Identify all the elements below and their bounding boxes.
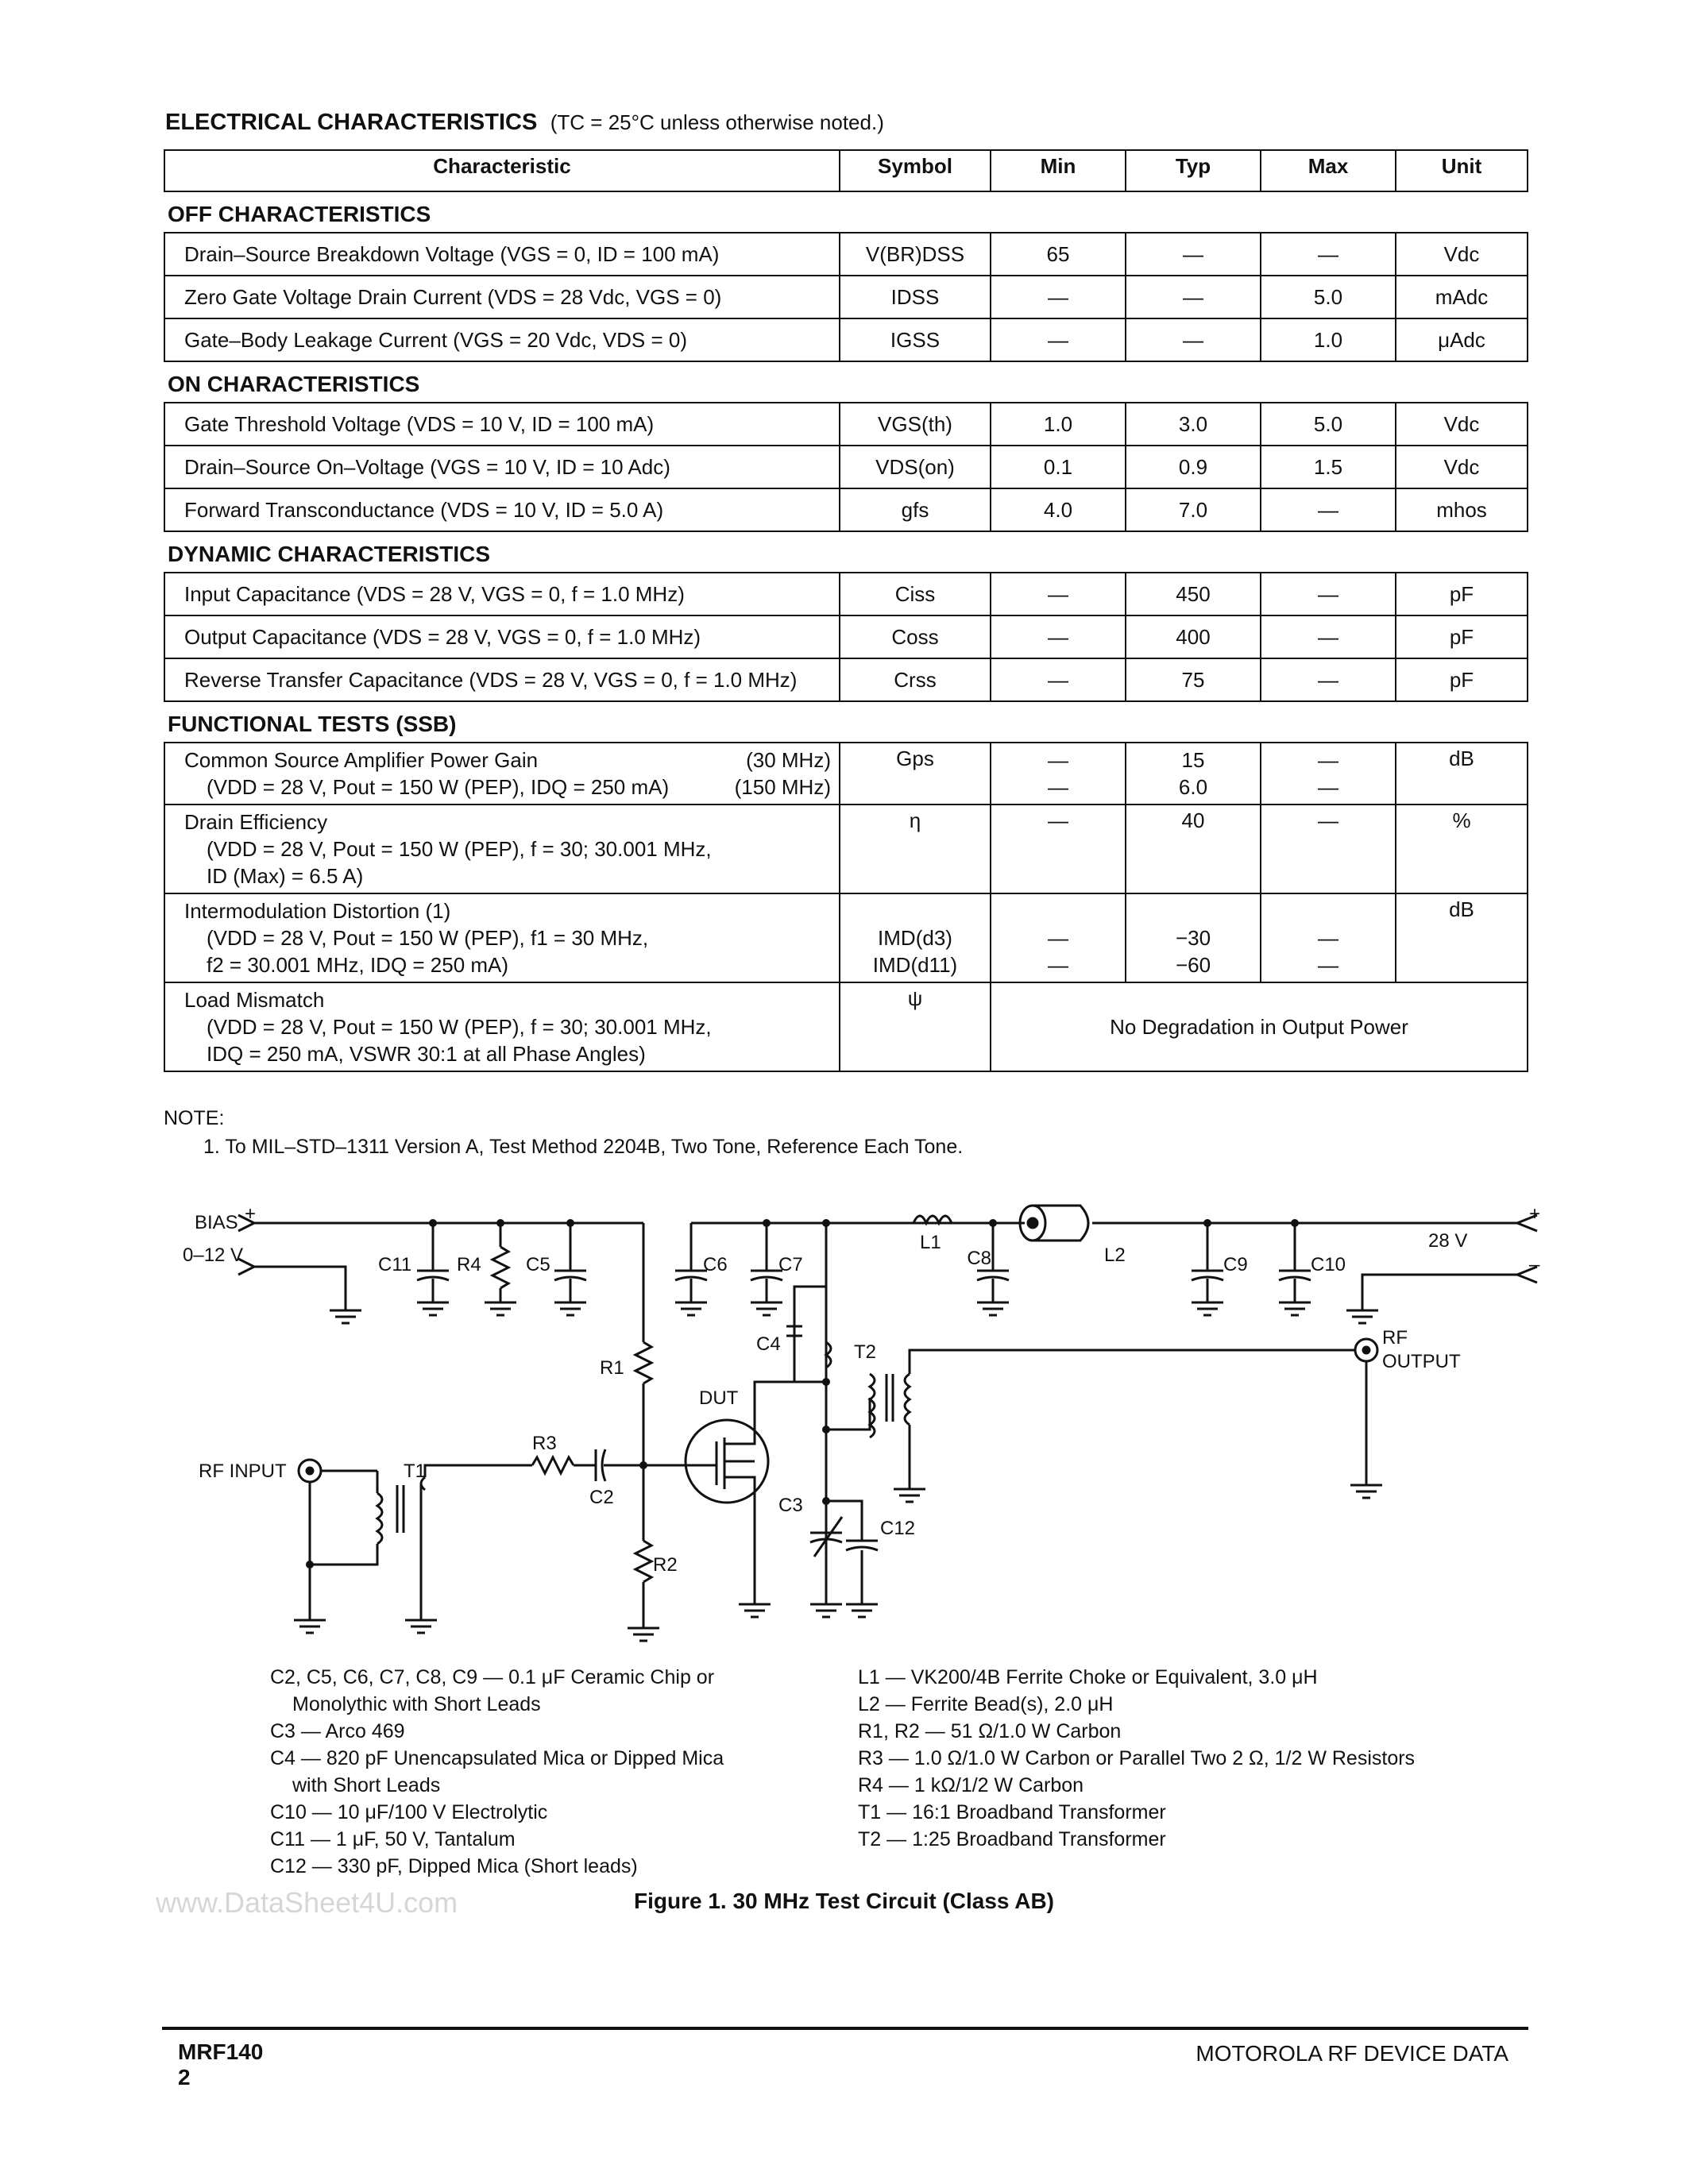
cell-typ: — <box>1126 318 1261 361</box>
section-off: OFF CHARACTERISTICS <box>168 202 431 226</box>
table-row <box>164 805 1528 893</box>
list-item: L2 — Ferrite Bead(s), 2.0 μH <box>858 1693 1114 1715</box>
table-row <box>164 488 1528 531</box>
cell-characteristic: Drain–Source On–Voltage (VGS = 10 V, ID = 10 Adc) <box>164 446 840 488</box>
cell-typ: 75 <box>1126 658 1261 701</box>
table-row <box>164 615 1528 658</box>
cell-min: — — <box>991 893 1126 982</box>
svg-text:C10: C10 <box>1311 1254 1346 1275</box>
table-row <box>164 318 1528 361</box>
table-row <box>164 658 1528 701</box>
section-functional: FUNCTIONAL TESTS (SSB) <box>168 712 457 736</box>
cell-unit: pF <box>1396 615 1528 658</box>
cell-symbol: IMD(d3) IMD(d11) <box>840 893 991 982</box>
watermark: www.DataSheet4U.com <box>156 1886 458 1919</box>
list-item: C10 — 10 μF/100 V Electrolytic <box>270 1801 548 1823</box>
cell-min: 1.0 <box>991 403 1126 446</box>
svg-text:C12: C12 <box>880 1518 916 1539</box>
cell-characteristic: Zero Gate Voltage Drain Current (VDS = 28 Vdc, VGS = 0) <box>164 276 840 318</box>
cell-max: — <box>1261 488 1396 531</box>
cell-typ: 15 6.0 <box>1126 743 1261 805</box>
cell-unit: Vdc <box>1396 446 1528 488</box>
svg-text:C5: C5 <box>526 1254 550 1275</box>
cell-unit: dB <box>1396 743 1528 805</box>
cell-typ: 3.0 <box>1126 403 1261 446</box>
cell-max: — <box>1261 233 1396 276</box>
cell-symbol: VGS(th) <box>840 403 991 446</box>
cell-symbol: V(BR)DSS <box>840 233 991 276</box>
cell-max: 1.5 <box>1261 446 1396 488</box>
cell-min: — <box>991 805 1126 893</box>
svg-text:T1: T1 <box>404 1461 427 1482</box>
cell-characteristic: Reverse Transfer Capacitance (VDS = 28 V, VGS = 0, f = 1.0 MHz) <box>164 658 840 701</box>
cell-symbol: Gps <box>840 743 991 805</box>
svg-text:+: + <box>1529 1203 1541 1225</box>
cell-min: — <box>991 276 1126 318</box>
cell-characteristic: Forward Transconductance (VDS = 10 V, ID = 5.0 A) <box>164 488 840 531</box>
table-row <box>164 233 1528 276</box>
cell-typ: 400 <box>1126 615 1261 658</box>
col-typ: Typ <box>1126 150 1261 191</box>
cell-symbol: Crss <box>840 658 991 701</box>
table-row <box>164 446 1528 488</box>
gain-freq-1: (30 MHz) <box>746 748 831 772</box>
col-min: Min <box>991 150 1126 191</box>
svg-text:L1: L1 <box>920 1232 941 1253</box>
section-title: ELECTRICAL CHARACTERISTICS <box>165 110 538 135</box>
cell-symbol: Ciss <box>840 573 991 615</box>
cell-characteristic: Gate Threshold Voltage (VDS = 10 V, ID = 100 mA) <box>164 403 840 446</box>
svg-text:C4: C4 <box>756 1333 781 1355</box>
cell-typ: — <box>1126 276 1261 318</box>
svg-text:–: – <box>1529 1254 1540 1275</box>
table-row <box>164 893 1528 982</box>
list-item: R1, R2 — 51 Ω/1.0 W Carbon <box>858 1720 1122 1742</box>
electrical-characteristics-table <box>164 149 1528 1072</box>
cell-max: — — <box>1261 893 1396 982</box>
cell-typ: 40 <box>1126 805 1261 893</box>
svg-text:T2: T2 <box>854 1341 877 1363</box>
cell-max: — <box>1261 573 1396 615</box>
list-item: T2 — 1:25 Broadband Transformer <box>858 1828 1166 1850</box>
parts-list-right <box>858 1664 1509 1853</box>
svg-text:C2: C2 <box>589 1487 614 1508</box>
section-on: ON CHARACTERISTICS <box>168 372 420 396</box>
figure-caption: Figure 1. 30 MHz Test Circuit (Class AB) <box>634 1889 1054 1913</box>
gain-title: Common Source Amplifier Power Gain <box>184 748 539 772</box>
page-heading <box>165 110 1532 141</box>
list-item: R3 — 1.0 Ω/1.0 W Carbon or Parallel Two 2 Ω, 1/2 W Resistors <box>858 1747 1416 1769</box>
table-row <box>164 982 1528 1071</box>
cell-min: — — <box>991 743 1126 805</box>
cell-typ: 7.0 <box>1126 488 1261 531</box>
condition-note: (TC = 25°C unless otherwise noted.) <box>550 110 884 134</box>
svg-text:C11: C11 <box>378 1254 412 1275</box>
cell-min: — <box>991 318 1126 361</box>
cell-symbol: IGSS <box>840 318 991 361</box>
cell-max: — — <box>1261 743 1396 805</box>
cell-typ: −30 −60 <box>1126 893 1261 982</box>
cell-unit: mAdc <box>1396 276 1528 318</box>
cell-unit: Vdc <box>1396 233 1528 276</box>
svg-text:R4: R4 <box>457 1254 481 1275</box>
gain-condition: (VDD = 28 V, Pout = 150 W (PEP), IDQ = 250 mA) <box>207 775 670 799</box>
cell-min: — <box>991 615 1126 658</box>
svg-text:C7: C7 <box>778 1254 803 1275</box>
table-row <box>164 573 1528 615</box>
list-item: C11 — 1 μF, 50 V, Tantalum <box>270 1828 516 1850</box>
svg-text:L2: L2 <box>1104 1244 1126 1266</box>
list-item: C2, C5, C6, C7, C8, C9 — 0.1 μF Ceramic Chip or Monolythic with Short Leads <box>270 1666 715 1715</box>
cell-unit: pF <box>1396 573 1528 615</box>
part-number: MRF140 <box>178 2039 264 2064</box>
table-row <box>164 743 1528 805</box>
cell-symbol: VDS(on) <box>840 446 991 488</box>
cell-min: 4.0 <box>991 488 1126 531</box>
svg-text:OUTPUT: OUTPUT <box>1382 1351 1461 1372</box>
col-unit: Unit <box>1396 150 1528 191</box>
parts-list-left <box>270 1664 858 1880</box>
cell-characteristic: Drain–Source Breakdown Voltage (VGS = 0, ID = 100 mA) <box>164 233 840 276</box>
cell-max: 5.0 <box>1261 276 1396 318</box>
footer-part-number <box>178 2039 263 2090</box>
list-item: R4 — 1 kΩ/1/2 W Carbon <box>858 1774 1084 1796</box>
cell-max: — <box>1261 615 1396 658</box>
svg-text:R3: R3 <box>532 1433 557 1454</box>
cell-characteristic: Output Capacitance (VDS = 28 V, VGS = 0, f = 1.0 MHz) <box>164 615 840 658</box>
svg-text:R2: R2 <box>653 1554 678 1576</box>
label-bias-range: 0–12 V <box>183 1244 244 1266</box>
cell-unit: Vdc <box>1396 403 1528 446</box>
cell-characteristic: Gate–Body Leakage Current (VGS = 20 Vdc, VDS = 0) <box>164 318 840 361</box>
label-28v: 28 V <box>1428 1230 1468 1252</box>
list-item: C4 — 820 pF Unencapsulated Mica or Dipped Mica with Short Leads <box>270 1747 724 1796</box>
svg-text:C8: C8 <box>967 1248 991 1269</box>
cell-symbol: η <box>840 805 991 893</box>
cell-max: — <box>1261 805 1396 893</box>
table-header-row <box>164 150 1528 191</box>
cell-max: — <box>1261 658 1396 701</box>
gain-freq-2: (150 MHz) <box>734 775 831 799</box>
cell-characteristic <box>164 743 840 805</box>
label-rf-input: RF INPUT <box>199 1461 287 1482</box>
footer-brand: MOTOROLA RF DEVICE DATA <box>1196 2041 1508 2066</box>
cell-unit: % <box>1396 805 1528 893</box>
cell-max: 5.0 <box>1261 403 1396 446</box>
cell-result: No Degradation in Output Power <box>991 982 1528 1071</box>
svg-text:RF: RF <box>1382 1327 1408 1349</box>
cell-characteristic: Load Mismatch (VDD = 28 V, Pout = 150 W (PEP), f = 30; 30.001 MHz, IDQ = 250 mA, VSWR 30:1 at all Phase Angles) <box>164 982 840 1071</box>
footer-divider <box>162 2027 1528 2030</box>
col-max: Max <box>1261 150 1396 191</box>
list-item: C3 — Arco 469 <box>270 1720 405 1742</box>
cell-unit: μAdc <box>1396 318 1528 361</box>
label-dut: DUT <box>699 1387 739 1409</box>
col-symbol: Symbol <box>840 150 991 191</box>
cell-unit: dB <box>1396 893 1528 982</box>
cell-typ: — <box>1126 233 1261 276</box>
svg-text:C9: C9 <box>1223 1254 1248 1275</box>
note-label: NOTE: <box>164 1107 225 1129</box>
col-characteristic: Characteristic <box>164 150 840 191</box>
cell-symbol: ψ <box>840 982 991 1071</box>
cell-min: 65 <box>991 233 1126 276</box>
table-row <box>164 276 1528 318</box>
cell-symbol: IDSS <box>840 276 991 318</box>
cell-symbol: Coss <box>840 615 991 658</box>
cell-min: — <box>991 658 1126 701</box>
svg-text:C6: C6 <box>703 1254 728 1275</box>
section-dynamic: DYNAMIC CHARACTERISTICS <box>168 542 490 566</box>
table-row <box>164 403 1528 446</box>
cell-max: 1.0 <box>1261 318 1396 361</box>
cell-characteristic: Intermodulation Distortion (1) (VDD = 28 V, Pout = 150 W (PEP), f1 = 30 MHz, f2 = 30.001 MHz, IDQ = 250 mA) <box>164 893 840 982</box>
note <box>164 1104 963 1161</box>
list-item: T1 — 16:1 Broadband Transformer <box>858 1801 1166 1823</box>
cell-unit: mhos <box>1396 488 1528 531</box>
cell-characteristic: Drain Efficiency (VDD = 28 V, Pout = 150 W (PEP), f = 30; 30.001 MHz, ID (Max) = 6.5 A) <box>164 805 840 893</box>
cell-unit: pF <box>1396 658 1528 701</box>
page-number: 2 <box>178 2065 191 2089</box>
label-bias: BIAS <box>195 1212 238 1233</box>
cell-typ: 0.9 <box>1126 446 1261 488</box>
list-item: C12 — 330 pF, Dipped Mica (Short leads) <box>270 1855 638 1877</box>
cell-min: — <box>991 573 1126 615</box>
svg-text:+: + <box>245 1203 257 1225</box>
cell-min: 0.1 <box>991 446 1126 488</box>
list-item: L1 — VK200/4B Ferrite Choke or Equivalent, 3.0 μH <box>858 1666 1318 1688</box>
note-item: 1. To MIL–STD–1311 Version A, Test Method 2204B, Two Tone, Reference Each Tone. <box>203 1136 964 1158</box>
svg-text:C3: C3 <box>778 1495 803 1516</box>
test-circuit-schematic <box>151 1191 1549 1660</box>
svg-text:R1: R1 <box>600 1357 624 1379</box>
cell-characteristic: Input Capacitance (VDS = 28 V, VGS = 0, f = 1.0 MHz) <box>164 573 840 615</box>
cell-typ: 450 <box>1126 573 1261 615</box>
cell-symbol: gfs <box>840 488 991 531</box>
